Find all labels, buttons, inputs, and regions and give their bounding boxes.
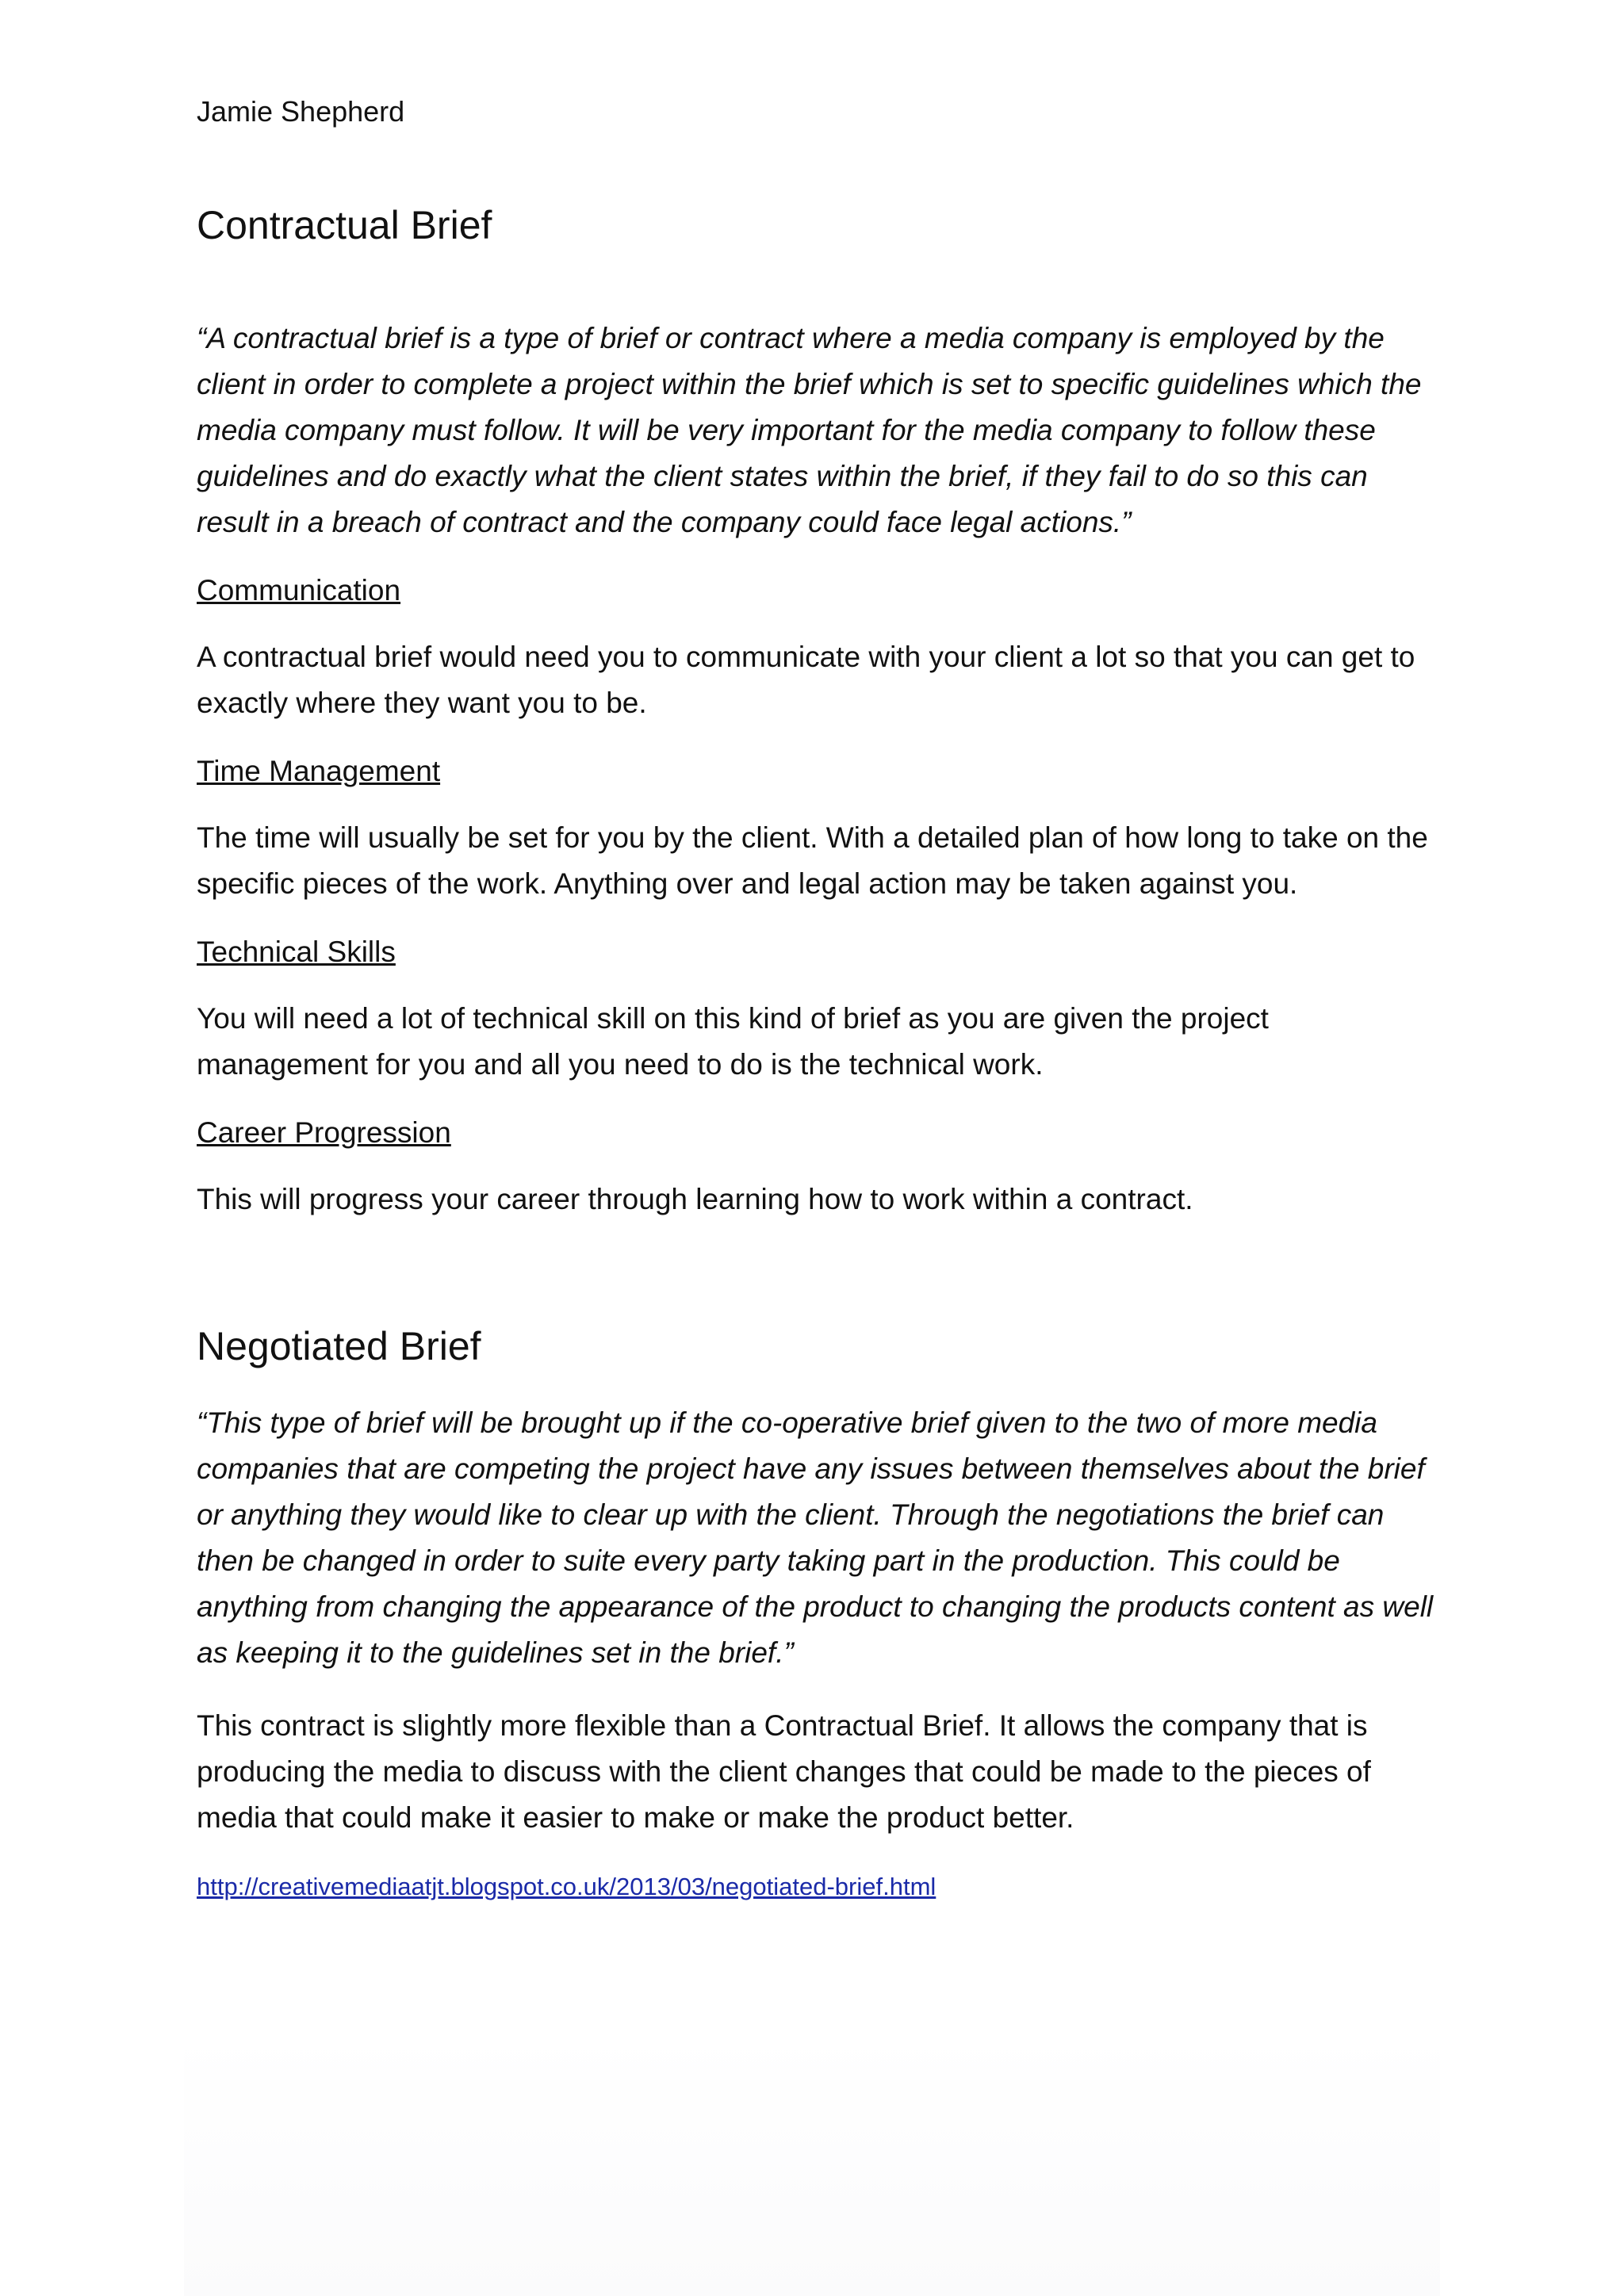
- contractual-brief-title: Contractual Brief: [197, 203, 492, 247]
- career-progression-text: This will progress your career through learning how to work within a contract.: [197, 1183, 1193, 1215]
- time-management-text: The time will usually be set for you by the client. With a detailed plan of how long to take on the specific pieces of the work. Anything over and legal action may be taken against you.: [197, 821, 1428, 900]
- career-progression-heading: Career Progression: [197, 1116, 451, 1149]
- source-link[interactable]: http://creativemediaatjt.blogspot.co.uk/2013/03/negotiated-brief.html: [197, 1873, 936, 1900]
- page-bottom-shade: [184, 2030, 1440, 2296]
- technical-skills-heading: Technical Skills: [197, 936, 396, 968]
- negotiated-brief-title: Negotiated Brief: [197, 1324, 481, 1368]
- author-name: Jamie Shepherd: [197, 95, 405, 128]
- document-body: [197, 92, 1442, 1904]
- communication-heading: Communication: [197, 574, 401, 607]
- time-management-heading: Time Management: [197, 755, 441, 787]
- negotiated-brief-text: This contract is slightly more flexible than a Contractual Brief. It allows the company that is producing the media to discuss with the client changes that could be made to the pieces of media that could make it easier to make or make the product better.: [197, 1709, 1371, 1834]
- technical-skills-text: You will need a lot of technical skill on this kind of brief as you are given the project management for you and all you need to do is the technical work.: [197, 1002, 1269, 1081]
- negotiated-brief-quote: “This type of brief will be brought up if the co-operative brief given to the two of more media companies that are competing the project have any issues between themselves about the brief or anything they would like to clear up with the client. Through the negotiations the brief can then be changed in order to suite every party taking part in the production. This could be anything from changing the appearance of the product to changing the products content as well as keeping it to the guidelines set in the brief.”: [197, 1406, 1434, 1669]
- contractual-brief-quote: “A contractual brief is a type of brief or contract where a media company is employed by the client in order to complete a project within the brief which is set to specific guidelines which the media company must follow. It will be very important for the media company to follow these guidelines and do exactly what the client states within the brief, if they fail to do so this can result in a breach of contract and the company could face legal actions.”: [197, 322, 1422, 538]
- communication-text: A contractual brief would need you to communicate with your client a lot so that you can get to exactly where they want you to be.: [197, 641, 1415, 719]
